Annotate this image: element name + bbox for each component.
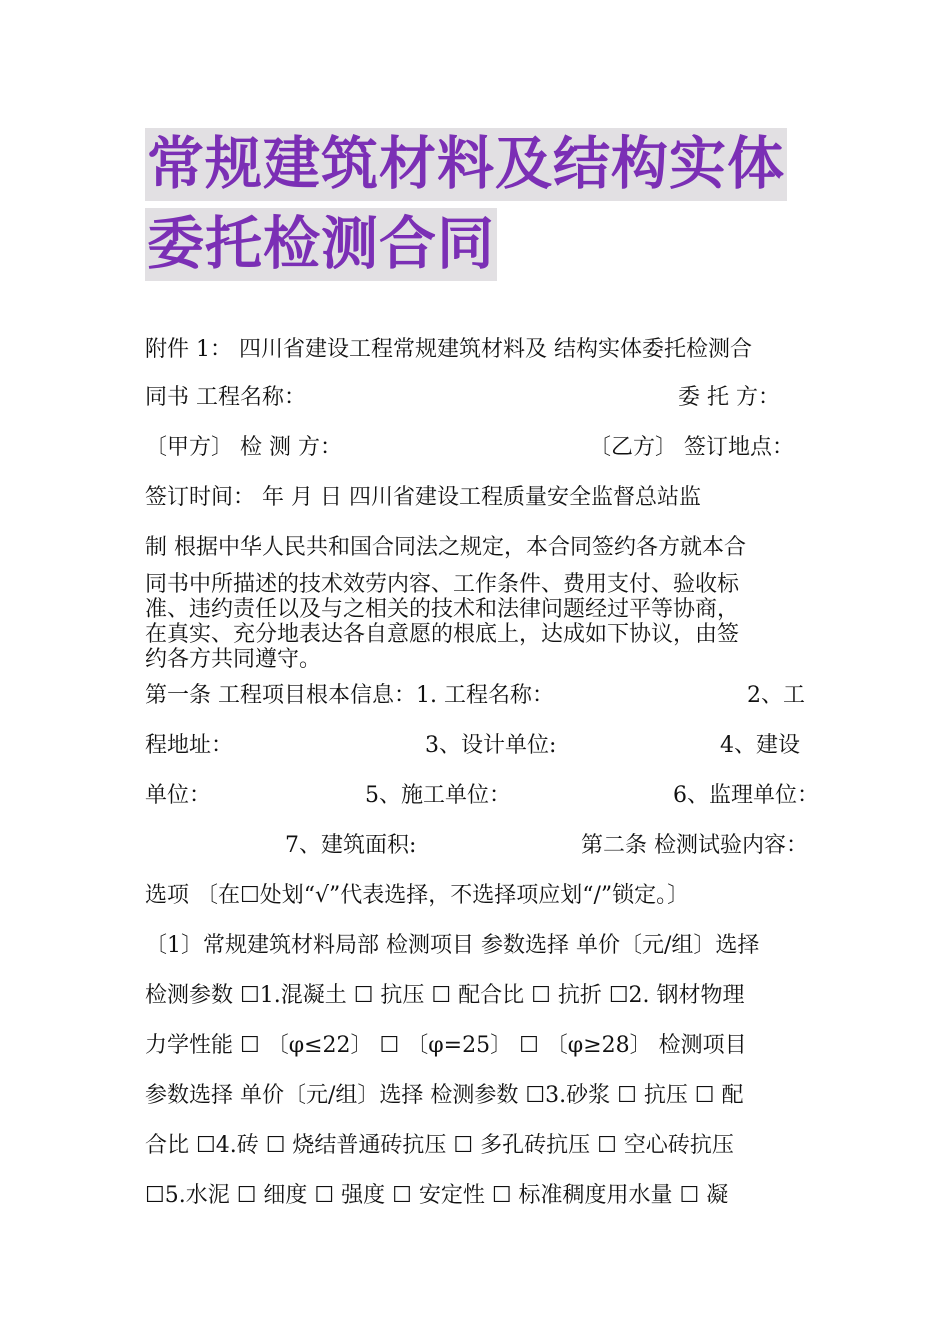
- title-line-2: 委托检测合同: [145, 208, 497, 281]
- title-line-1: 常规建筑材料及结构实体: [145, 128, 787, 201]
- article-one-heading: 第一条 工程项目根本信息：1. 工程名称：: [145, 683, 554, 708]
- signing-date-line: 签订时间： 年 月 日 四川省建设工程质量安全监督总站监: [145, 485, 701, 510]
- project-address-label: 程地址：: [145, 733, 234, 758]
- building-area-label: 7、建筑面积:: [285, 833, 417, 858]
- text-segment: ☐5.水泥 ☐ 细度 ☐ 强度 ☐ 安定性 ☐ 标准稠度用水量 ☐ 凝: [145, 1183, 729, 1208]
- inspector-label: 〔甲方〕 检 测 方：: [145, 435, 342, 460]
- construction-unit-label: 单位：: [145, 783, 212, 808]
- signing-place-label: 〔乙方〕 签订地点：: [589, 435, 794, 460]
- paragraph-line: 准、违约责任以及与之相关的技术和法律问题经过平等协商，: [145, 597, 740, 622]
- client-label: 委 托 方：: [678, 385, 780, 410]
- paragraph-line: 约各方共同遵守。: [145, 647, 322, 672]
- text-segment: 制 根据中华人民共和国合同法之规定，本合同签约各方就本合: [145, 535, 746, 560]
- article-two-heading: 第二条 检测试验内容：: [581, 833, 808, 858]
- text-segment: 检测参数 ☐1.混凝土 ☐ 抗压 ☐ 配合比 ☐ 抗折 ☐2. 钢材物理: [145, 983, 745, 1008]
- text-segment: 附件 1： 四川省建设工程常规建筑材料及 结构实体委托检测合: [145, 337, 752, 362]
- text-segment: 〔1〕常规建筑材料局部 检测项目 参数选择 单价〔元/组〕选择: [145, 933, 760, 958]
- paragraph-line: 在真实、充分地表达各自意愿的根底上，达成如下协议，由签: [145, 622, 740, 647]
- design-unit-label: 3、设计单位:: [425, 733, 557, 758]
- text-segment: 参数选择 单价〔元/组〕选择 检测参数 ☐3.砂浆 ☐ 抗压 ☐ 配: [145, 1083, 744, 1108]
- agreement-paragraph: [145, 572, 810, 672]
- text-segment: 4、建设: [720, 733, 800, 758]
- text-segment: 合比 ☐4.砖 ☐ 烧结普通砖抗压 ☐ 多孔砖抗压 ☐ 空心砖抗压: [145, 1133, 734, 1158]
- text-segment: 力学性能 ☐ 〔φ≤22〕 ☐ 〔φ=25〕 ☐ 〔φ≥28〕 检测项目: [145, 1033, 747, 1058]
- builder-unit-label: 5、施工单位：: [365, 783, 511, 808]
- supervision-unit-label: 6、监理单位：: [673, 783, 819, 808]
- project-name-label: 同书 工程名称：: [145, 385, 306, 410]
- text-segment: 2、工: [747, 683, 805, 708]
- text-segment: 选项 〔在☐处划“√”代表选择，不选择项应划“/”锁定。〕: [145, 883, 690, 908]
- paragraph-line: 同书中所描述的技术效劳内容、工作条件、费用支付、验收标: [145, 572, 740, 597]
